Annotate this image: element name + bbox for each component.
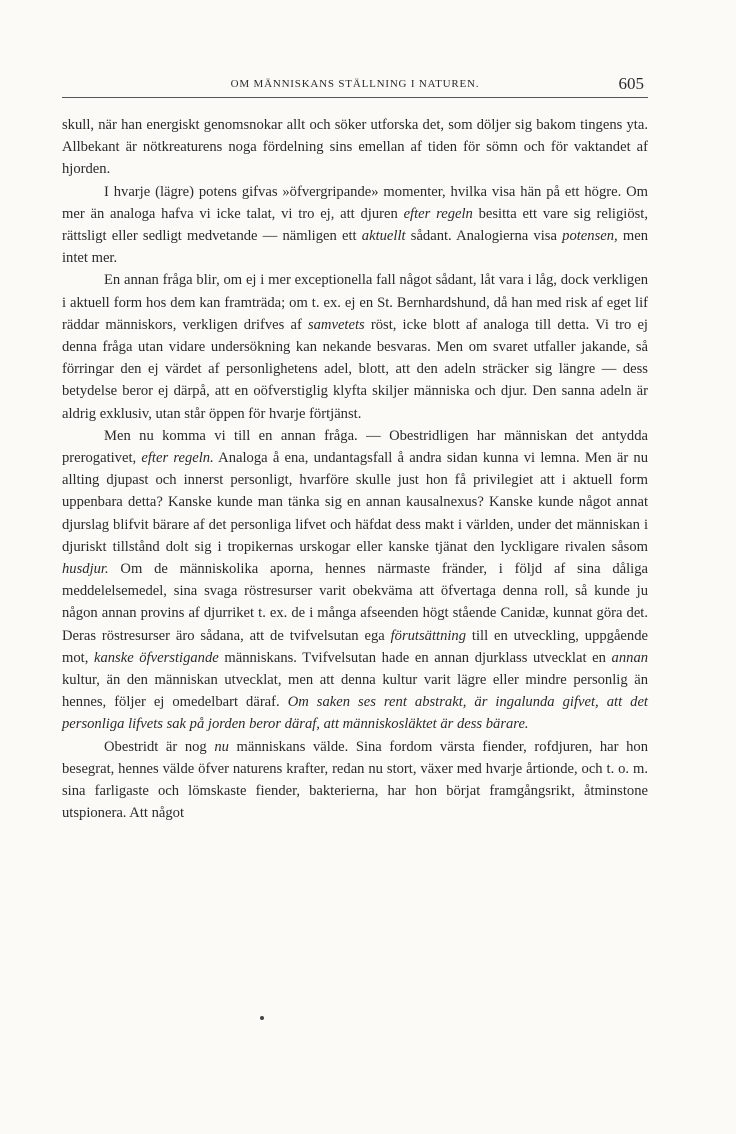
body-text bbox=[62, 114, 648, 825]
italic-text: kanske öfverstigande bbox=[93, 649, 219, 666]
italic-text: husdjur. bbox=[62, 561, 109, 578]
paragraph bbox=[62, 425, 648, 736]
paragraph bbox=[62, 114, 648, 181]
italic-text: förutsättning bbox=[390, 627, 467, 644]
text-run: kultur, än den människan utvecklat, men att denna kultur varit lägre eller mindre personlig än hennes, följer ej omedelbart däraf. bbox=[62, 672, 648, 711]
header-rule bbox=[62, 97, 648, 98]
italic-text: nu bbox=[214, 738, 229, 755]
italic-text: annan bbox=[611, 649, 649, 666]
text-run: skull, när han energiskt genomsnokar allt och söker utforska det, som döljer sig bakom tingens yta. Allbekant är nötkreaturens noga fördelning sins emellan af tiden för sömn och för vaktandet af hjorden. bbox=[62, 117, 648, 178]
italic-text: efter regeln. bbox=[141, 450, 214, 467]
text-run: sådant. Analogierna visa bbox=[405, 228, 563, 245]
text-run: Analoga å ena, undantagsfall å andra sidan kunna vi lemna. Men är nu allting djupast och innerst personligt, hvarföre skulle just hon få privilegiet att i aktuell form uppenbara detta? Kanske kunde man tänka sig en annan kausalnexus? Kanske kunde något annat djurslag blifvit bärare af det personliga lifvet och häfdat dess makt i världen, under det människan i djuriskt tillstånd dolt sig i tropikernas urskogar eller kanske tjänat den lyckligare rivalen såsom bbox=[62, 450, 648, 555]
text-run: men intet mer. bbox=[62, 228, 648, 267]
text-run: Om de människolika aporna, hennes närmaste fränder, i följd af sina dåliga meddelelsemedel, sina svaga röstresurser varit obekväma att öfvertaga denna roll, så kunde ju någon annan provins af djurriket t. ex. de i många afseenden högt stående Canidæ, kunnat göra det. Deras röstresurser äro sådana, att de tvifvelsutan ega bbox=[62, 561, 648, 644]
italic-text: potensen, bbox=[562, 228, 618, 245]
paragraph bbox=[62, 736, 648, 825]
text-run: röst, icke blott af analoga till detta. Vi tro ej denna fråga utan vidare undersökning kan nekande besvaras. Men om svaret utfaller jakande, så förringar den ej värdet af personlighetens adel, blott, att den adeln sträcker sig längre — dess betydelse beror ej därpå, att en oöfverstiglig klyfta skiljer människa och djur. Den sanna adeln är aldrig exklusiv, utan står öppen för hvarje förtjänst. bbox=[62, 316, 648, 422]
text-run: En annan fråga blir, om ej i mer exceptionella fall något sådant, låt vara i låg, dock verkligen i aktuell form hos dem kan framträda; om t. ex. ej en St. Bernhardshund, då han med risk af eget lif räddar människors, verkligen drifves af bbox=[62, 272, 648, 333]
paragraph bbox=[62, 269, 648, 424]
text-run: Men nu komma vi till en annan fråga. — Obestridligen har människan det antydda prerogativet, bbox=[62, 427, 648, 467]
italic-text: Om saken ses rent abstrakt, är ingalunda gifvet, att det personliga lifvets sak på jorden beror däraf, att människosläktet är dess bärare. bbox=[62, 694, 648, 733]
text-run: människans välde. Sina fordom värsta fiender, rofdjuren, har hon besegrat, hennes välde öfver naturens krafter, redan nu stort, växer med hvarje årtionde, och t. o. m. sina farligaste och lömskaste fiender, bakterierna, har hon börjat framgångsrikt, åtminstone utspionera. Att något bbox=[62, 738, 648, 822]
text-run: till en utveckling, uppgående mot, bbox=[62, 627, 648, 666]
italic-text: aktuellt bbox=[361, 228, 406, 245]
text-run: Obestridt är nog bbox=[104, 738, 215, 755]
italic-text: efter regeln bbox=[403, 205, 473, 222]
ink-speck bbox=[260, 1016, 264, 1020]
text-run: människans. Tvifvelsutan hade en annan djurklass utvecklat en bbox=[218, 649, 612, 666]
running-title: OM MÄNNISKANS STÄLLNING I NATUREN. bbox=[230, 78, 480, 90]
paragraph bbox=[62, 181, 648, 270]
text-run: I hvarje (lägre) potens gifvas »öfvergripande» momenter, hvilka visa hän på ett högre. Om mer än analoga hafva vi icke talat, vi tro ej, att djuren bbox=[62, 183, 648, 222]
running-header bbox=[62, 74, 648, 94]
page-number: 605 bbox=[618, 74, 644, 93]
italic-text: samvetets bbox=[307, 316, 365, 333]
text-run: besitta ett vare sig religiöst, rättsligt eller sedligt medvetande — nämligen ett bbox=[62, 205, 648, 245]
